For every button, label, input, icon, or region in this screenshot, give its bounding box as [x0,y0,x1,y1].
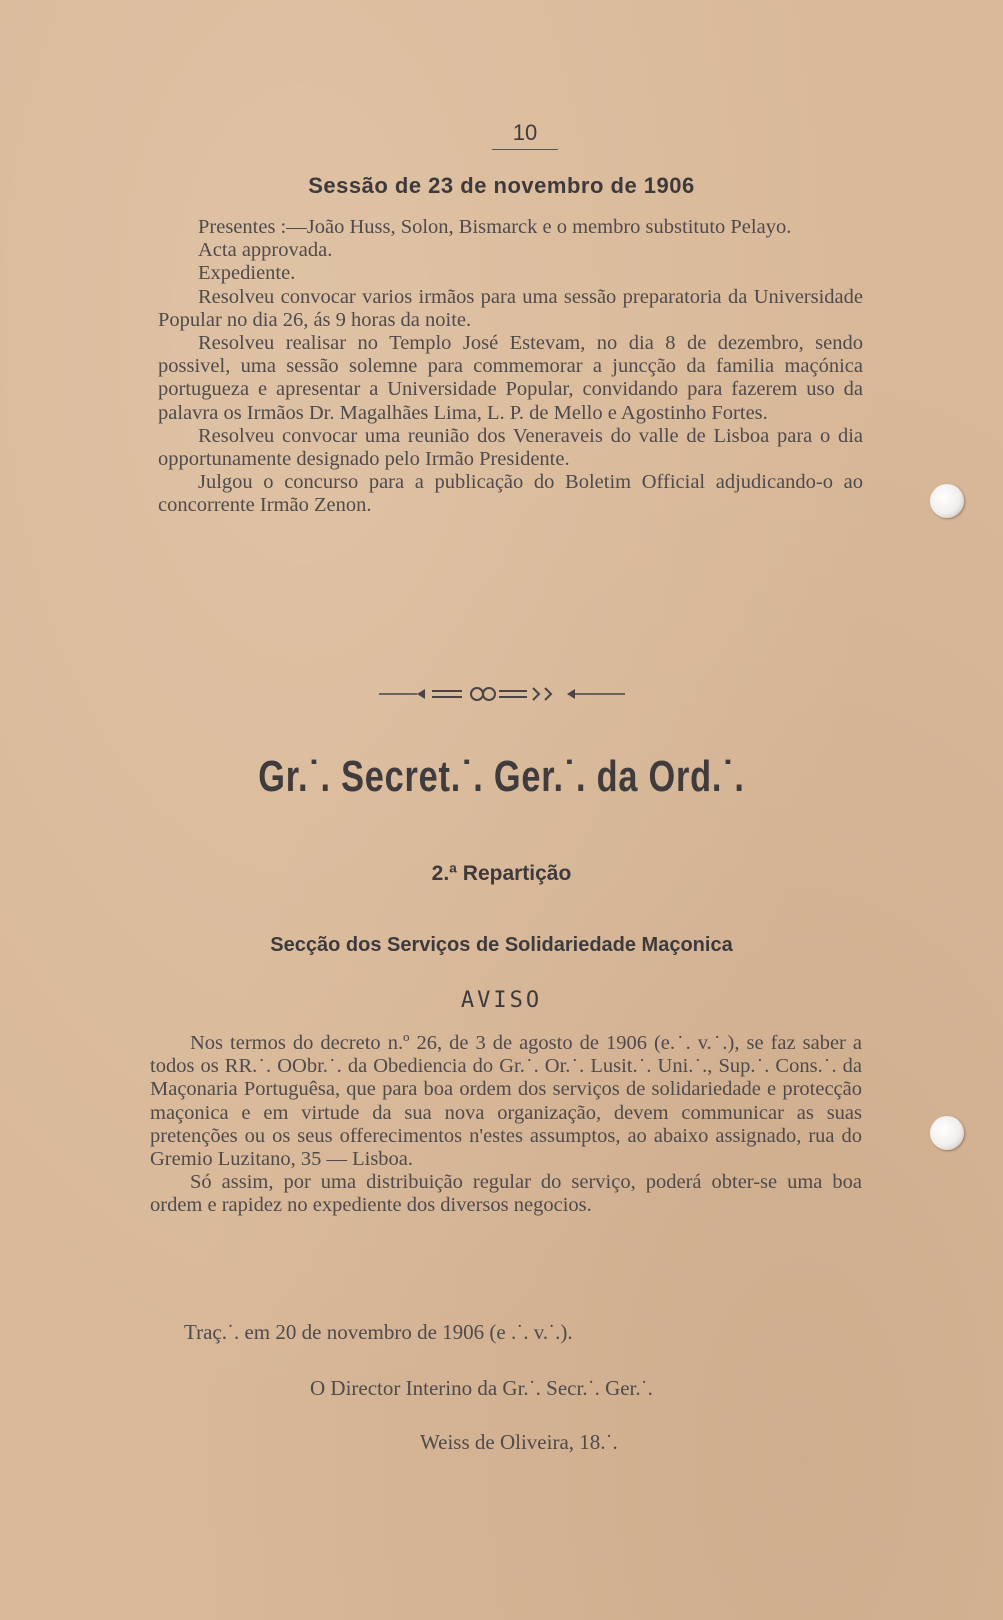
notice-heading: Gr.˙. Secret.˙. Ger.˙. da Ord.˙. [258,752,745,801]
session-title: Sessão de 23 de novembro de 1906 [308,173,695,198]
department-heading: 2.ª Repartição [431,862,572,885]
punch-hole [930,1116,964,1150]
divider-ornament-icon [377,684,627,704]
minutes-paragraph: Expediente. [198,262,296,285]
page-number: 10 [512,120,538,145]
minutes-paragraph: Resolveu convocar varios irmãos para uma sessão preparatoria da Universidade Popular no dia 26, ás 9 horas da noite. [158,285,863,331]
minutes-paragraph: Presentes :—João Huss, Solon, Bismarck e o membro substituto Pelayo. [198,216,792,238]
page-number-rule [492,149,558,150]
minutes-paragraph: Resolveu realisar no Templo José Estevam, no dia 8 de dezembro, sendo possivel, uma sessão solemne para commemorar a juncção da familia maçónica portugueza e apresentar a Universidade Popular, convidando para fazerem uso da palavra os Irmãos Dr. Magalhães Lima, L. P. de Mello e Agostinho Fortes. [158,332,863,424]
notice-body [150,1032,862,1218]
signature-title: O Director Interino da Gr.˙. Secr.˙. Ger.˙. [310,1376,653,1400]
minutes-paragraph: Julgou o concurso para a publicação do Boletim Official adjudicando-o ao concorrente Irmão Zenon. [158,471,863,517]
minutes-paragraph: Acta approvada. [198,239,333,262]
notice-label: AVISO [460,988,543,1013]
session-minutes [158,216,863,518]
punch-hole [930,484,964,518]
section-heading: Secção dos Serviços de Solidariedade Maçonica [270,934,733,956]
signature-name: Weiss de Oliveira, 18.˙. [420,1430,618,1454]
minutes-paragraph: Resolveu convocar uma reunião dos Veneraveis do valle de Lisboa para o dia opportunamente designado pelo Irmão Presidente. [158,424,863,471]
dateline: Traç.˙. em 20 de novembro de 1906 (e .˙. v.˙.). [184,1320,573,1344]
decorative-divider [0,684,1003,709]
notice-paragraph: Nos termos do decreto n.º 26, de 3 de agosto de 1906 (e.˙. v.˙.), se faz saber a todos os RR.˙. OObr.˙. da Obediencia do Gr.˙. Or.˙. Lusit.˙. Uni.˙., Sup.˙. Cons.˙. da Maçonaria Portuguêsa, que para boa ordem dos serviços de solidariedade e protecção maçonica e em virtude da sua nova organização, devem communicar as suas pretenções ou os seus offerecimentos n'estes assumptos, ao abaixo assignado, rua do Gremio Luzitano, 35 — Lisboa. [150,1032,862,1171]
notice-paragraph: Só assim, por uma distribuição regular do serviço, poderá obter-se uma boa ordem e rapidez no expediente dos diversos negocios. [150,1171,862,1217]
